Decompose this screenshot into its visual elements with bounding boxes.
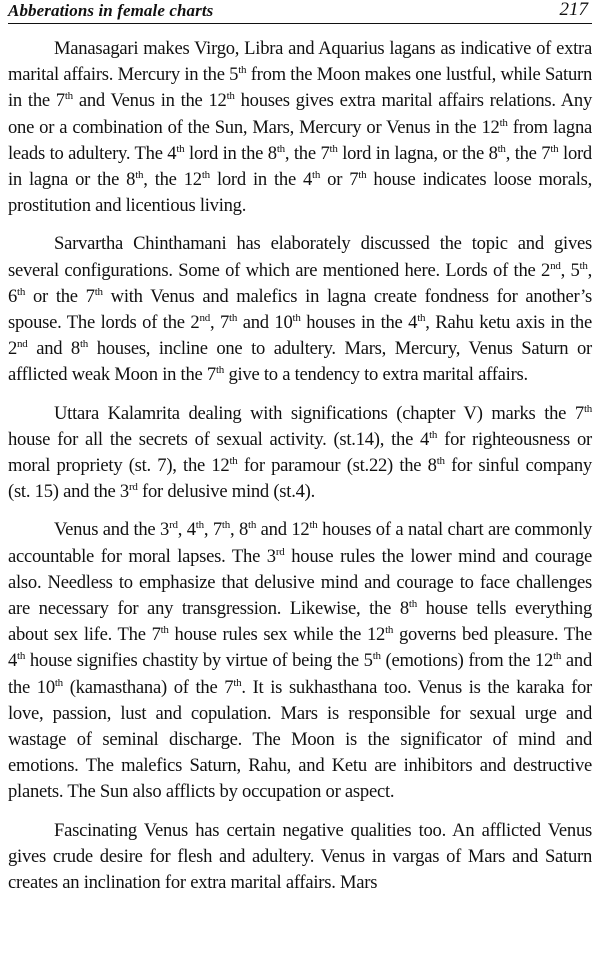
running-title: Abberations in female charts (8, 1, 214, 20)
paragraph: Venus and the 3rd, 4th, 7th, 8th and 12th houses of a natal chart are commonly accountable for moral lapses. The 3rd house rules the lower mind and courage also. Needless to emphasize that delusive mind and courage to face challenges are necessary for any transgression. Likewise, the 8th house tells everything about sex life. The 7th house rules sex while the 12th governs bed pleasure. The 4th house signifies chastity by virtue of being the 5th (emotions) from the 12th and the 10th (kamasthana) of the 7th. It is sukhasthana too. Venus is the karaka for love, passion, lust and copulation. Mars is responsible for sexual urge and wastage of seminal discharge. The Moon is the significator of mind and emotions. The malefics Saturn, Rahu, and Ketu are inhibitors and destructive planets. The Sun also afflicts by occupation or aspect. (8, 519, 593, 803)
paragraph: Manasagari makes Virgo, Libra and Aquarius lagans as indicative of extra marital affairs. Mercury in the 5th from the Moon makes one lustful, while Saturn in the 7th and Venus in the 12th houses gives extra marital affairs relations. Any one or a combination of the Sun, Mars, Mercury or Venus in the 12th from lagna leads to adultery. The 4th lord in the 8th, the 7th lord in lagna, or the 8th, the 7th lord in lagna or the 8th, the 12th lord in the 4th or 7th house indicates loose morals, prostitution and licentious living. (8, 38, 593, 217)
paragraph: Sarvartha Chinthamani has elaborately discussed the topic and gives several configurations. Some of which are mentioned here. Lords of the 2nd, 5th, 6th or the 7th with Venus and malefics in lagna create fondness for another’s spouse. The lords of the 2nd, 7th and 10th houses in the 4th, Rahu ketu axis in the 2nd and 8th houses, incline one to adultery. Mars, Mercury, Venus Saturn or afflicted weak Moon in the 7th give to a tendency to extra marital affairs. (8, 233, 593, 386)
body-text (8, 36, 592, 896)
paragraph: Uttara Kalamrita dealing with significations (chapter V) marks the 7th house for all the secrets of sexual activity. (st.14), the 4th for righteousness or moral propriety (st. 7), the 12th for paramour (st.22) the 8th for sinful company (st. 15) and the 3rd for delusive mind (st.4). (8, 402, 592, 503)
paragraph: Fascinating Venus has certain negative qualities too. An afflicted Venus gives crude desire for flesh and adultery. Venus in vargas of Mars and Saturn creates an inclination for extra marital affairs. Mars (8, 819, 592, 894)
page-number: 217 (559, 0, 588, 20)
page-header (8, 0, 592, 24)
